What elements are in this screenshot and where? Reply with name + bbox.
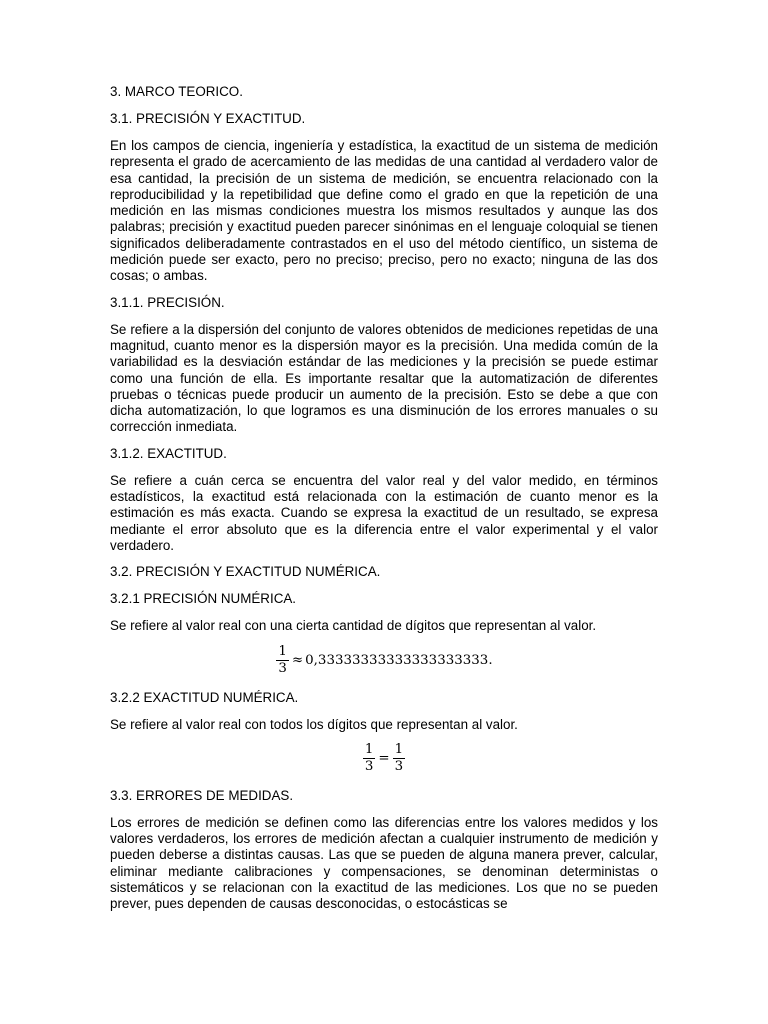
fraction-right <box>393 743 406 774</box>
fraction-denominator: 3 <box>364 758 374 774</box>
fraction-numerator: 1 <box>364 741 374 757</box>
paragraph-errores-medidas: Los errores de medición se definen como las diferencias entre los valores medidos y los valores verdaderos, los errores de medición afectan a cualquier instrumento de medición y pueden deberse a distintas causas. Las que se pueden de alguna manera prever, calcular, eliminar mediante calibraciones y compensaciones, se denominan deterministas o sistemáticos y se relacionan con la exactitud de las mediciones. Los que no se pueden prever, pues dependen de causas desconocidas, o estocásticas se <box>110 814 658 912</box>
heading-exactitud-numerica: 3.2.2 EXACTITUD NUMÉRICA. <box>110 689 299 705</box>
heading-precision-exactitud-numerica: 3.2. PRECISIÓN Y EXACTITUD NUMÉRICA. <box>110 564 381 580</box>
paragraph-exactitud: Se refiere a cuán cerca se encuentra del valor real y del valor medido, en términos estadísticos, la exactitud está relacionada con la estimación de cuanto menor es la estimación es más exacta. Cuando se expresa la exactitud de un resultado, se expresa mediante el error absoluto que es la diferencia entre el valor experimental y el valor verdadero. <box>110 472 658 553</box>
fraction-numerator: 1 <box>278 643 287 659</box>
fraction-one-third <box>276 645 289 676</box>
heading-precision-numerica: 3.2.1 PRECISIÓN NUMÉRICA. <box>110 591 297 607</box>
heading-precision: 3.1.1. PRECISIÓN. <box>110 294 225 310</box>
paragraph-precision-numerica: Se refiere al valor real con una cierta cantidad de dígitos que representan al valor. <box>110 618 597 634</box>
approx-symbol: ≈ <box>291 652 304 668</box>
heading-marco-teorico: 3. MARCO TEORICO. <box>110 84 243 99</box>
fraction-numerator: 1 <box>394 741 404 757</box>
formula-approximation <box>110 645 658 676</box>
heading-precision-exactitud: 3.1. PRECISIÓN Y EXACTITUD. <box>110 111 306 126</box>
fraction-denominator: 3 <box>394 758 404 774</box>
heading-errores-medidas: 3.3. ERRORES DE MEDIDAS. <box>110 787 294 803</box>
formula-equality <box>110 743 658 774</box>
paragraph-exactitud-numerica: Se refiere al valor real con todos los dígitos que representan al valor. <box>110 716 518 732</box>
approx-value: 0,33333333333333333333. <box>305 652 493 668</box>
equals-symbol: = <box>378 750 390 766</box>
heading-exactitud: 3.1.2. EXACTITUD. <box>110 445 227 461</box>
paragraph-precision-exactitud: En los campos de ciencia, ingeniería y estadística, la exactitud de un sistema de medición representa el grado de acercamiento de las medidas de una cantidad al verdadero valor de esa cantidad, la precisión de un sistema de medición, se encuentra relacionado con la reproducibilidad y la repetibilidad que define como el grado en que la repetición de una medición en las mismas condiciones muestra los mismos resultados y aunque las dos palabras; precisión y exactitud pueden parecer sinónimas en el lenguaje coloquial se tienen significados deliberadamente contrastados en el uso del método científico, un sistema de medición puede ser exacto, pero no preciso; preciso, pero no exacto; ninguna de las dos cosas; o ambas. <box>110 138 658 284</box>
paragraph-precision: Se refiere a la dispersión del conjunto de valores obtenidos de mediciones repetidas de una magnitud, cuanto menor es la dispersión mayor es la precisión. Una medida común de la variabilidad es la desviación estándar de las mediciones y la precisión se puede estimar como una función de ella. Es importante resaltar que la automatización de diferentes pruebas o técnicas puede producir un aumento de la precisión. Esto se debe a que con dicha automatización, lo que logramos es una disminución de los errores manuales o su corrección inmediata. <box>110 321 658 435</box>
fraction-left <box>363 743 376 774</box>
fraction-denominator: 3 <box>278 660 287 676</box>
